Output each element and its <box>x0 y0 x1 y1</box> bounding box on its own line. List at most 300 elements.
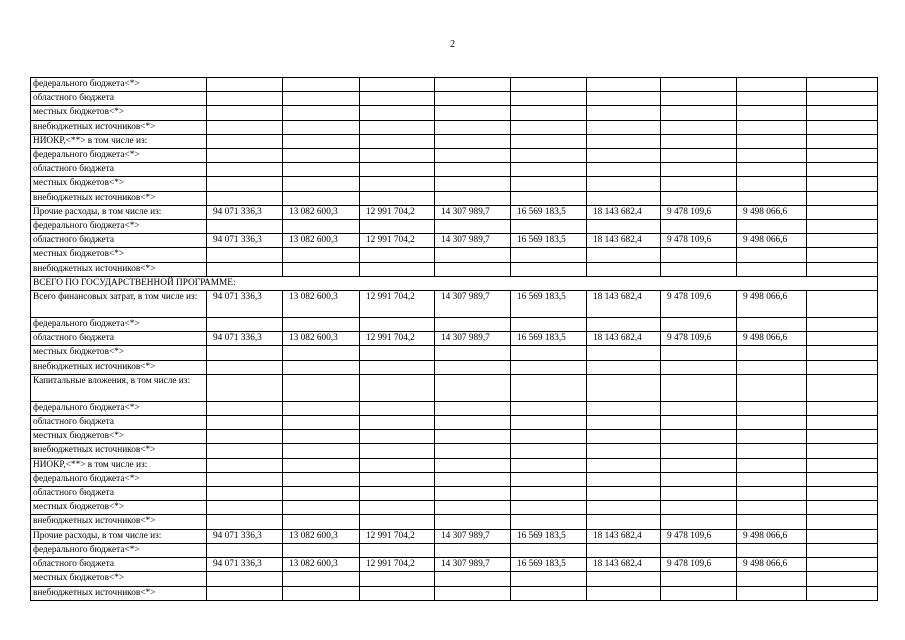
value-cell <box>587 401 661 415</box>
value-cell: 9 478 109,6 <box>661 234 737 248</box>
value-cell <box>435 318 511 332</box>
value-cell <box>283 458 360 472</box>
value-cell <box>587 220 661 234</box>
value-cell <box>511 346 587 360</box>
value-cell <box>807 444 878 458</box>
value-cell <box>283 401 360 415</box>
value-cell <box>737 515 807 529</box>
value-cell <box>435 134 511 148</box>
value-cell: 13 082 600,3 <box>283 332 360 346</box>
financing-table <box>30 77 878 601</box>
value-cell: 9 478 109,6 <box>661 529 737 543</box>
value-cell <box>283 92 360 106</box>
value-cell <box>587 78 661 92</box>
value-cell: 18 143 682,4 <box>587 291 661 318</box>
value-cell <box>283 444 360 458</box>
value-cell <box>661 444 737 458</box>
value-cell <box>435 191 511 205</box>
value-cell <box>207 262 283 276</box>
value-cell: 9 498 066,6 <box>737 529 807 543</box>
value-cell <box>807 205 878 219</box>
value-cell <box>661 472 737 486</box>
table-row <box>31 248 878 262</box>
value-cell <box>587 515 661 529</box>
value-cell <box>207 360 283 374</box>
value-cell <box>283 416 360 430</box>
row-label: внебюджетных источников<*> <box>31 586 207 600</box>
row-label: внебюджетных источников<*> <box>31 360 207 374</box>
value-cell <box>207 572 283 586</box>
table-row <box>31 205 878 219</box>
value-cell <box>283 163 360 177</box>
value-cell <box>207 401 283 415</box>
table-row <box>31 416 878 430</box>
table-row <box>31 458 878 472</box>
value-cell: 9 478 109,6 <box>661 558 737 572</box>
value-cell <box>661 572 737 586</box>
row-label: областного бюджета <box>31 558 207 572</box>
value-cell <box>360 92 435 106</box>
value-cell <box>360 191 435 205</box>
value-cell <box>360 318 435 332</box>
row-label: федерального бюджета<*> <box>31 78 207 92</box>
row-label: НИОКР,<**> в том числе из: <box>31 134 207 148</box>
value-cell <box>435 472 511 486</box>
row-label: местных бюджетов<*> <box>31 572 207 586</box>
value-cell <box>360 360 435 374</box>
value-cell <box>511 401 587 415</box>
table-row <box>31 374 878 401</box>
value-cell <box>360 515 435 529</box>
value-cell <box>587 163 661 177</box>
value-cell <box>737 248 807 262</box>
value-cell <box>737 360 807 374</box>
value-cell <box>587 543 661 557</box>
value-cell <box>587 149 661 163</box>
table-row <box>31 444 878 458</box>
value-cell <box>207 444 283 458</box>
value-cell <box>207 92 283 106</box>
table-row <box>31 401 878 415</box>
row-label: федерального бюджета<*> <box>31 472 207 486</box>
row-label: внебюджетных источников<*> <box>31 120 207 134</box>
value-cell <box>360 220 435 234</box>
value-cell <box>807 416 878 430</box>
value-cell: 94 071 336,3 <box>207 205 283 219</box>
row-label: областного бюджета <box>31 92 207 106</box>
value-cell <box>360 430 435 444</box>
value-cell: 9 498 066,6 <box>737 205 807 219</box>
table-row <box>31 220 878 234</box>
value-cell <box>511 78 587 92</box>
value-cell <box>661 177 737 191</box>
value-cell <box>587 106 661 120</box>
value-cell <box>283 191 360 205</box>
value-cell <box>587 572 661 586</box>
row-label: Всего финансовых затрат, в том числе из: <box>31 291 207 318</box>
value-cell <box>511 191 587 205</box>
row-label: местных бюджетов<*> <box>31 501 207 515</box>
value-cell <box>435 149 511 163</box>
value-cell <box>807 487 878 501</box>
value-cell <box>807 291 878 318</box>
table-row <box>31 543 878 557</box>
table-row <box>31 191 878 205</box>
value-cell <box>207 430 283 444</box>
value-cell: 16 569 183,5 <box>511 205 587 219</box>
value-cell <box>435 346 511 360</box>
value-cell <box>587 444 661 458</box>
row-label: Капитальные вложения, в том числе из: <box>31 374 207 401</box>
table-row <box>31 106 878 120</box>
value-cell <box>661 262 737 276</box>
value-cell <box>207 586 283 600</box>
value-cell <box>807 220 878 234</box>
value-cell <box>207 374 283 401</box>
table-row <box>31 163 878 177</box>
value-cell <box>587 430 661 444</box>
row-label: федерального бюджета<*> <box>31 318 207 332</box>
value-cell <box>511 515 587 529</box>
value-cell <box>587 586 661 600</box>
value-cell <box>661 318 737 332</box>
value-cell <box>587 374 661 401</box>
value-cell <box>360 120 435 134</box>
value-cell <box>807 149 878 163</box>
value-cell: 14 307 989,7 <box>435 205 511 219</box>
value-cell <box>283 177 360 191</box>
value-cell <box>661 106 737 120</box>
value-cell <box>207 318 283 332</box>
value-cell <box>207 515 283 529</box>
value-cell <box>283 346 360 360</box>
row-label: федерального бюджета<*> <box>31 220 207 234</box>
value-cell <box>435 360 511 374</box>
value-cell <box>587 472 661 486</box>
value-cell <box>283 360 360 374</box>
value-cell <box>807 529 878 543</box>
value-cell <box>511 586 587 600</box>
value-cell <box>511 360 587 374</box>
value-cell <box>807 262 878 276</box>
value-cell: 13 082 600,3 <box>283 291 360 318</box>
value-cell: 94 071 336,3 <box>207 332 283 346</box>
value-cell <box>807 234 878 248</box>
value-cell <box>737 78 807 92</box>
value-cell <box>737 416 807 430</box>
row-label: НИОКР,<**> в том числе из: <box>31 458 207 472</box>
value-cell <box>807 401 878 415</box>
value-cell <box>807 248 878 262</box>
value-cell: 9 498 066,6 <box>737 234 807 248</box>
table-row <box>31 332 878 346</box>
table-row <box>31 234 878 248</box>
value-cell <box>661 346 737 360</box>
row-label: местных бюджетов<*> <box>31 177 207 191</box>
value-cell <box>807 572 878 586</box>
row-label: внебюджетных источников<*> <box>31 262 207 276</box>
value-cell <box>807 543 878 557</box>
value-cell: 14 307 989,7 <box>435 291 511 318</box>
value-cell <box>435 416 511 430</box>
value-cell <box>737 346 807 360</box>
value-cell <box>360 401 435 415</box>
table-row <box>31 120 878 134</box>
value-cell: 94 071 336,3 <box>207 291 283 318</box>
value-cell <box>435 262 511 276</box>
value-cell <box>587 134 661 148</box>
value-cell <box>511 501 587 515</box>
section-title: ВСЕГО ПО ГОСУДАРСТВЕННОЙ ПРОГРАММЕ: <box>31 276 878 290</box>
value-cell <box>435 501 511 515</box>
value-cell <box>661 416 737 430</box>
value-cell <box>207 120 283 134</box>
value-cell <box>360 501 435 515</box>
table-row <box>31 177 878 191</box>
value-cell: 16 569 183,5 <box>511 558 587 572</box>
value-cell <box>661 401 737 415</box>
value-cell <box>207 78 283 92</box>
value-cell: 16 569 183,5 <box>511 234 587 248</box>
value-cell <box>737 401 807 415</box>
value-cell <box>587 191 661 205</box>
value-cell <box>737 458 807 472</box>
value-cell: 16 569 183,5 <box>511 332 587 346</box>
value-cell <box>283 149 360 163</box>
value-cell <box>807 332 878 346</box>
value-cell <box>283 134 360 148</box>
value-cell <box>807 501 878 515</box>
value-cell <box>511 106 587 120</box>
value-cell <box>207 472 283 486</box>
value-cell: 9 498 066,6 <box>737 291 807 318</box>
value-cell: 12 991 704,2 <box>360 205 435 219</box>
value-cell <box>283 501 360 515</box>
row-label: местных бюджетов<*> <box>31 248 207 262</box>
value-cell <box>283 430 360 444</box>
value-cell: 18 143 682,4 <box>587 234 661 248</box>
value-cell <box>737 177 807 191</box>
value-cell <box>737 501 807 515</box>
value-cell <box>435 106 511 120</box>
value-cell <box>360 444 435 458</box>
value-cell <box>207 416 283 430</box>
value-cell <box>587 487 661 501</box>
value-cell <box>511 177 587 191</box>
value-cell: 12 991 704,2 <box>360 558 435 572</box>
value-cell <box>435 120 511 134</box>
value-cell <box>283 262 360 276</box>
value-cell <box>511 163 587 177</box>
value-cell <box>807 177 878 191</box>
value-cell <box>737 262 807 276</box>
value-cell <box>283 472 360 486</box>
value-cell <box>207 248 283 262</box>
value-cell <box>737 106 807 120</box>
value-cell <box>587 92 661 106</box>
row-label: федерального бюджета<*> <box>31 401 207 415</box>
value-cell <box>587 248 661 262</box>
value-cell: 9 498 066,6 <box>737 558 807 572</box>
value-cell <box>511 430 587 444</box>
value-cell <box>511 416 587 430</box>
value-cell <box>587 177 661 191</box>
value-cell <box>207 134 283 148</box>
value-cell <box>661 458 737 472</box>
value-cell <box>661 487 737 501</box>
value-cell <box>737 318 807 332</box>
value-cell <box>435 248 511 262</box>
value-cell <box>511 572 587 586</box>
value-cell <box>737 134 807 148</box>
value-cell <box>661 586 737 600</box>
value-cell <box>435 444 511 458</box>
table-row <box>31 291 878 318</box>
value-cell <box>511 487 587 501</box>
value-cell <box>661 134 737 148</box>
value-cell <box>661 374 737 401</box>
value-cell: 18 143 682,4 <box>587 332 661 346</box>
value-cell: 12 991 704,2 <box>360 529 435 543</box>
value-cell <box>587 120 661 134</box>
value-cell <box>661 92 737 106</box>
value-cell <box>207 191 283 205</box>
value-cell <box>207 106 283 120</box>
value-cell <box>360 487 435 501</box>
value-cell <box>587 318 661 332</box>
value-cell <box>207 149 283 163</box>
row-label: внебюджетных источников<*> <box>31 191 207 205</box>
value-cell <box>283 248 360 262</box>
value-cell <box>587 458 661 472</box>
value-cell <box>737 191 807 205</box>
row-label: областного бюджета <box>31 332 207 346</box>
value-cell <box>360 262 435 276</box>
value-cell: 12 991 704,2 <box>360 332 435 346</box>
value-cell <box>435 401 511 415</box>
value-cell <box>737 586 807 600</box>
value-cell <box>587 262 661 276</box>
value-cell <box>661 78 737 92</box>
value-cell: 94 071 336,3 <box>207 529 283 543</box>
value-cell: 9 478 109,6 <box>661 205 737 219</box>
value-cell <box>283 487 360 501</box>
value-cell <box>360 134 435 148</box>
value-cell <box>283 543 360 557</box>
value-cell: 18 143 682,4 <box>587 558 661 572</box>
value-cell <box>661 430 737 444</box>
value-cell <box>360 416 435 430</box>
value-cell: 9 478 109,6 <box>661 291 737 318</box>
value-cell <box>511 543 587 557</box>
value-cell <box>737 220 807 234</box>
value-cell <box>435 572 511 586</box>
value-cell <box>737 374 807 401</box>
value-cell <box>737 92 807 106</box>
value-cell <box>661 501 737 515</box>
value-cell <box>511 92 587 106</box>
value-cell <box>283 572 360 586</box>
value-cell <box>737 487 807 501</box>
value-cell <box>435 78 511 92</box>
value-cell <box>807 191 878 205</box>
value-cell <box>360 346 435 360</box>
value-cell <box>737 149 807 163</box>
table-row <box>31 529 878 543</box>
value-cell: 12 991 704,2 <box>360 291 435 318</box>
table-row <box>31 487 878 501</box>
value-cell <box>661 515 737 529</box>
value-cell <box>661 360 737 374</box>
value-cell: 94 071 336,3 <box>207 558 283 572</box>
value-cell <box>360 106 435 120</box>
value-cell <box>207 163 283 177</box>
value-cell <box>435 163 511 177</box>
value-cell <box>807 472 878 486</box>
value-cell <box>435 487 511 501</box>
row-label: областного бюджета <box>31 416 207 430</box>
value-cell <box>360 163 435 177</box>
value-cell <box>360 543 435 557</box>
value-cell <box>360 177 435 191</box>
value-cell <box>360 458 435 472</box>
value-cell <box>737 472 807 486</box>
value-cell <box>435 220 511 234</box>
value-cell <box>511 444 587 458</box>
value-cell: 18 143 682,4 <box>587 529 661 543</box>
value-cell <box>511 149 587 163</box>
value-cell <box>511 262 587 276</box>
value-cell <box>435 543 511 557</box>
value-cell <box>807 515 878 529</box>
value-cell: 94 071 336,3 <box>207 234 283 248</box>
table-body <box>31 78 878 601</box>
table-row <box>31 78 878 92</box>
value-cell <box>807 78 878 92</box>
value-cell <box>737 572 807 586</box>
value-cell <box>207 501 283 515</box>
value-cell <box>360 149 435 163</box>
table-row <box>31 318 878 332</box>
value-cell <box>511 134 587 148</box>
value-cell: 9 498 066,6 <box>737 332 807 346</box>
value-cell <box>283 318 360 332</box>
value-cell <box>511 472 587 486</box>
page-number: 2 <box>450 39 455 50</box>
table-row <box>31 572 878 586</box>
value-cell <box>511 248 587 262</box>
table-row <box>31 346 878 360</box>
value-cell <box>511 120 587 134</box>
value-cell <box>511 220 587 234</box>
value-cell <box>807 430 878 444</box>
value-cell <box>737 430 807 444</box>
value-cell <box>283 120 360 134</box>
value-cell: 9 478 109,6 <box>661 332 737 346</box>
value-cell <box>435 430 511 444</box>
value-cell: 16 569 183,5 <box>511 291 587 318</box>
table-row <box>31 134 878 148</box>
value-cell <box>661 220 737 234</box>
value-cell <box>435 92 511 106</box>
value-cell <box>807 360 878 374</box>
value-cell: 14 307 989,7 <box>435 332 511 346</box>
value-cell <box>283 78 360 92</box>
row-label: областного бюджета <box>31 234 207 248</box>
section-row <box>31 276 878 290</box>
value-cell <box>207 177 283 191</box>
value-cell <box>511 318 587 332</box>
